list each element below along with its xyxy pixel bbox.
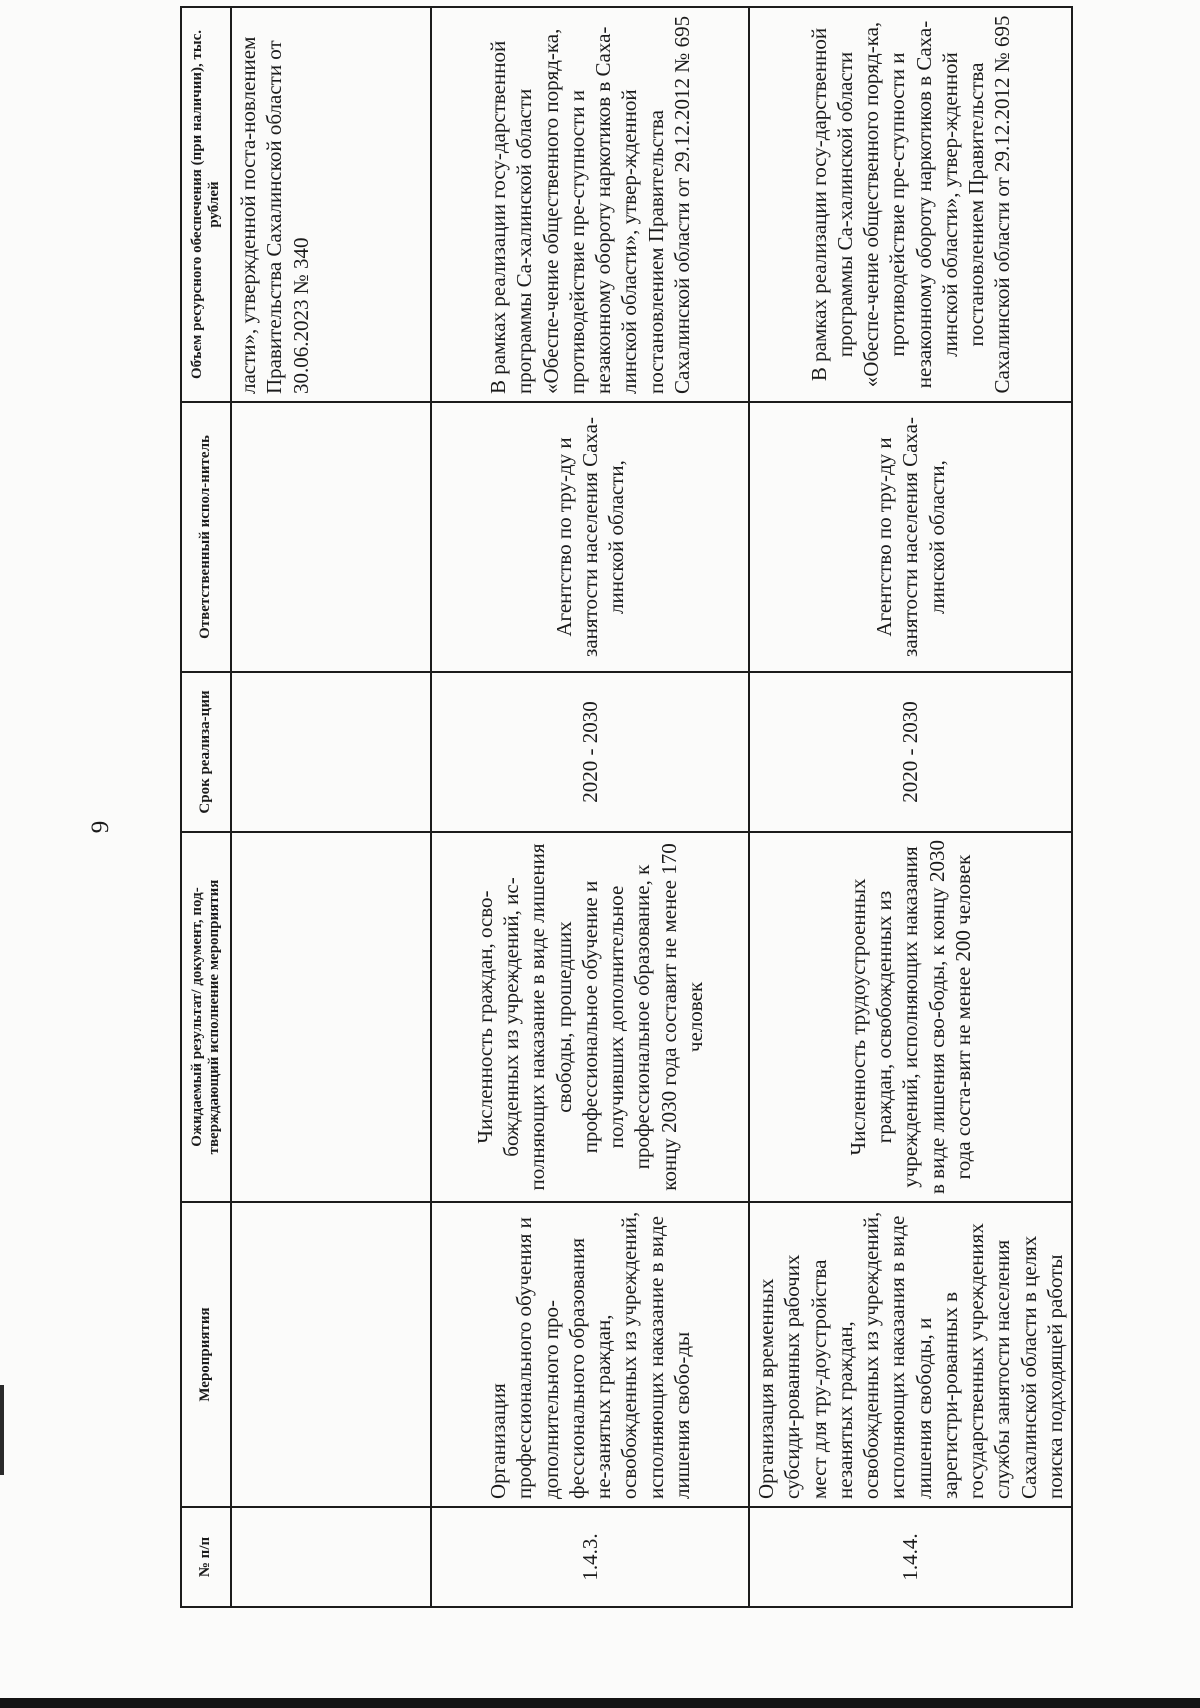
cell-result: Численность трудоустроенных граждан, освобожденных из учреждений, исполняющих наказания в виде лишения сво-боды, к концу 2030 года соста-вит не менее 200 человек xyxy=(749,832,1072,1202)
cell-result xyxy=(231,832,431,1202)
scan-bottom-edge xyxy=(0,1698,1200,1708)
cell-executor xyxy=(231,402,431,672)
cell-executor: Агентство по тру-ду и занятости населения Саха-линской области, xyxy=(431,402,749,672)
cell-period xyxy=(231,672,431,832)
header-resources: Объем ресурсного обеспечения (при наличии), тыс. рублей xyxy=(181,7,231,402)
table-row xyxy=(749,7,1072,1607)
cell-number xyxy=(231,1507,431,1607)
cell-executor: Агентство по тру-ду и занятости населения Саха-линской области, xyxy=(749,402,1072,672)
cell-resources: В рамках реализации госу-дарственной программы Са-халинской области «Обеспе-чение общественного поряд-ка, противодействие пре-ступности и незаконному обороту наркотиков в Саха-линской области», утвер-жденной постановлением Правительства Сахалинской области от 29.12.2012 № 695 xyxy=(749,7,1072,402)
cell-activity xyxy=(231,1202,431,1507)
table-row xyxy=(431,7,749,1607)
header-result: Ожидаемый результат/ документ, под-тверждающий исполнение мероприятия xyxy=(181,832,231,1202)
cell-activity: Организация профессионального обучения и дополнительного про-фессионального образования не-занятых граждан, освобожденных из учреждений, исполняющих наказание в виде лишения свобо-ды xyxy=(431,1202,749,1507)
cell-activity: Организация временных субсиди-рованных рабочих мест для тру-доустройства незанятых граждан, освобожденных из учреждений, исполняющих наказания в виде лишения свободы, и зарегистри-рованных в государственных учреждениях службы занятости населения Сахалинской области в целях поиска подходящей работы xyxy=(749,1202,1072,1507)
header-period: Срок реализа-ции xyxy=(181,672,231,832)
table-header-row xyxy=(181,7,231,1607)
page-number: 9 xyxy=(87,820,114,834)
header-executor: Ответственный испол-нитель xyxy=(181,402,231,672)
header-number: № п/п xyxy=(181,1507,231,1607)
rotated-table-container xyxy=(180,8,1067,1608)
table-row-continuation xyxy=(231,7,431,1607)
activities-table xyxy=(180,6,1073,1608)
cell-period: 2020 - 2030 xyxy=(431,672,749,832)
cell-period: 2020 - 2030 xyxy=(749,672,1072,832)
cell-number: 1.4.4. xyxy=(749,1507,1072,1607)
cell-number: 1.4.3. xyxy=(431,1507,749,1607)
scan-edge-mark xyxy=(0,1385,4,1475)
header-activity: Мероприятия xyxy=(181,1202,231,1507)
cell-resources: В рамках реализации госу-дарственной программы Са-халинской области «Обеспе-чение общественного поряд-ка, противодействие пре-ступности и незаконному обороту наркотиков в Саха-линской области», утвер-жденной постановлением Правительства Сахалинской области от 29.12.2012 № 695 xyxy=(431,7,749,402)
cell-resources: ласти», утвержденной поста-новлением Правительства Сахалинской области от 30.06.2023 № 340 xyxy=(231,7,431,402)
cell-result: Численность граждан, осво-божденных из учреждений, ис-полняющих наказание в виде лишения свободы, прошедших профессиональное обучение и получивших дополнительное профессиональное образование, к концу 2030 года составит не менее 170 человек xyxy=(431,832,749,1202)
